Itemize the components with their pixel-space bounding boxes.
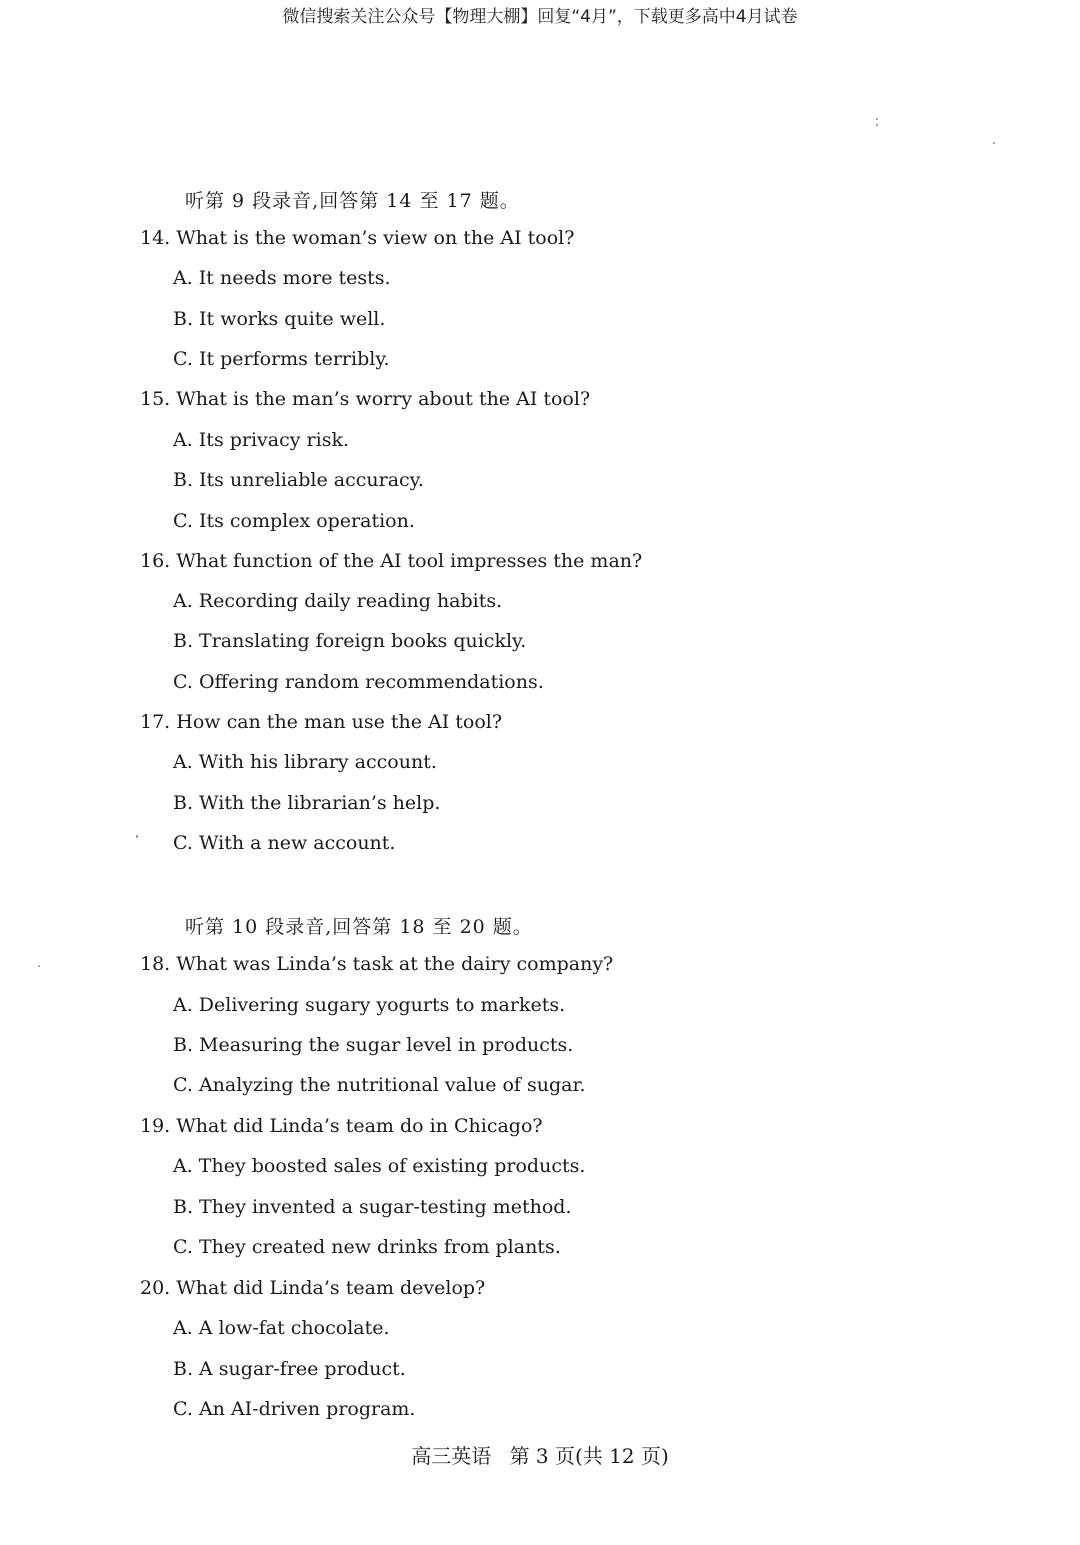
option-18b: B. Measuring the sugar level in products. <box>173 1034 574 1056</box>
question-17: 17. How can the man use the AI tool? <box>140 711 503 733</box>
watermark-banner: 微信搜索关注公众号【物理大棚】回复“4月”，下载更多高中4月试卷 <box>282 7 798 27</box>
option-14c: C. It performs terribly. <box>173 348 390 370</box>
footer-subject: 高三英语 <box>411 1444 492 1468</box>
option-15b: B. Its unreliable accuracy. <box>173 469 424 491</box>
scan-speck <box>876 118 878 120</box>
option-15c: C. Its complex operation. <box>173 510 415 532</box>
page-footer <box>0 1440 1080 1469</box>
option-17a: A. With his library account. <box>173 751 437 773</box>
option-17c: C. With a new account. <box>173 832 396 854</box>
option-20b: B. A sugar-free product. <box>173 1358 406 1380</box>
option-19a: A. They boosted sales of existing products. <box>173 1155 586 1177</box>
option-16c: C. Offering random recommendations. <box>173 671 544 693</box>
question-16: 16. What function of the AI tool impresses the man? <box>140 550 643 572</box>
option-15a: A. Its privacy risk. <box>173 429 349 451</box>
option-14a: A. It needs more tests. <box>173 267 391 289</box>
question-20: 20. What did Linda’s team develop? <box>140 1277 486 1299</box>
option-16b: B. Translating foreign books quickly. <box>173 630 527 652</box>
option-18a: A. Delivering sugary yogurts to markets. <box>173 994 566 1016</box>
option-17b: B. With the librarian’s help. <box>173 792 441 814</box>
question-14: 14. What is the woman’s view on the AI tool? <box>140 227 575 249</box>
option-14b: B. It works quite well. <box>173 308 386 330</box>
option-20c: C. An AI-driven program. <box>173 1398 416 1420</box>
section-heading-10: 听第 10 段录音,回答第 18 至 20 题。 <box>185 916 533 938</box>
scan-speck <box>993 142 995 144</box>
question-15: 15. What is the man’s worry about the AI tool? <box>140 388 591 410</box>
scan-speck <box>136 835 138 838</box>
option-16a: A. Recording daily reading habits. <box>173 590 503 612</box>
option-19c: C. They created new drinks from plants. <box>173 1236 561 1258</box>
scan-speck <box>876 124 878 126</box>
option-18c: C. Analyzing the nutritional value of sugar. <box>173 1074 586 1096</box>
question-18: 18. What was Linda’s task at the dairy company? <box>140 953 614 975</box>
option-20a: A. A low-fat chocolate. <box>173 1317 390 1339</box>
section-heading-9: 听第 9 段录音,回答第 14 至 17 题。 <box>185 190 520 212</box>
scan-speck <box>38 965 40 967</box>
option-19b: B. They invented a sugar-testing method. <box>173 1196 572 1218</box>
question-19: 19. What did Linda’s team do in Chicago? <box>140 1115 543 1137</box>
footer-page-number: 第 3 页(共 12 页) <box>509 1444 669 1468</box>
